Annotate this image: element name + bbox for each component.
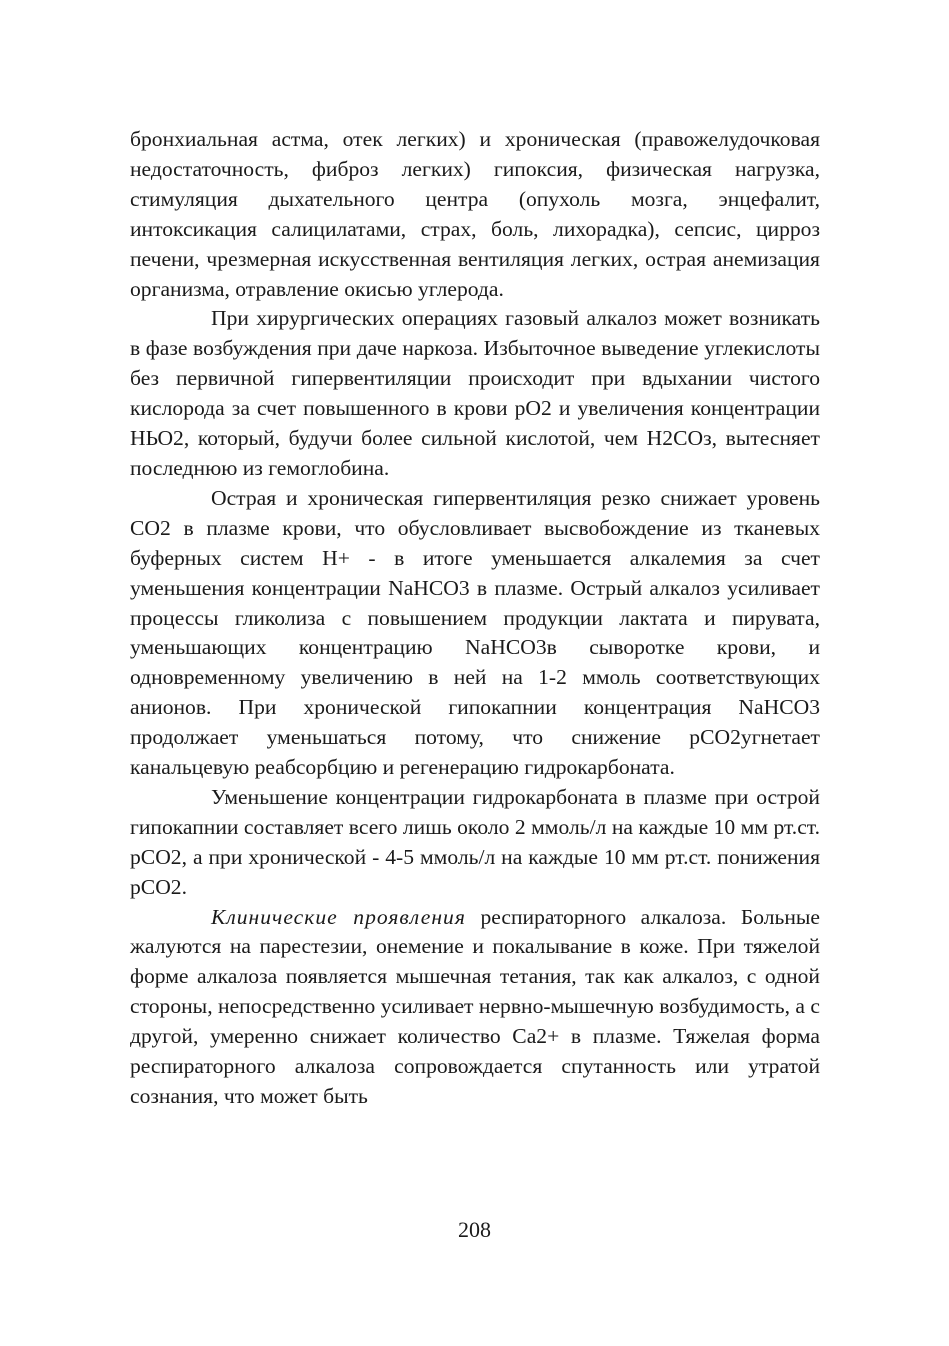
page-body: [130, 125, 820, 1112]
page-number: 208: [458, 1217, 491, 1242]
paragraph-bicarbonate-decrease: Уменьшение концентрации гидрокарбоната в плазме при острой гипокапнии составляет всего лишь около 2 ммоль/л на каждые 10 мм рт.ст. рСО2, а при хронической - 4-5 ммоль/л на каждые 10 мм рт.ст. понижения рСО2.: [130, 784, 820, 899]
clinical-term: Клинические проявления: [211, 904, 466, 929]
paragraph-surgical-alkalosis: При хирургических операциях газовый алкалоз может возникать в фазе возбуждения при даче наркоза. Избыточное выведение углекислоты без первичной гипервентиляции происходит при вдыхании чистого кислорода за счет повышенного в крови рО2 и увеличения концентрации НЬО2, который, будучи более сильной кислотой, чем Н2СОз, вытесняет последнюю из гемоглобина.: [130, 306, 820, 480]
paragraph-causes: бронхиальная астма, отек легких) и хроническая (правожелудочковая недостаточность, фиброз легких) гипоксия, физическая нагрузка, стимуляция дыхательного центра (опухоль мозга, энцефалит, интоксикация салицилатами, страх, боль, лихорадка), сепсис, цирроз печени, чрезмерная искусственная вентиляция легких, острая анемизация организма, отравление окисью углерода.: [130, 127, 820, 301]
paragraph-hyperventilation: Острая и хроническая гипервентиляция резко снижает уровень СО2 в плазме крови, что обусловливает высвобождение из тканевых буферных систем Н+ - в итоге уменьшается алкалемия за счет уменьшения концентрации NaHCO3 в плазме. Острый алкалоз усиливает процессы гликолиза с повышением продукции лактата и пирувата, уменьшающих концентрацию NaHCO3в сыворотке крови, и одновременному увеличению в ней на 1-2 ммоль соответствующих анионов. При хронической гипокапнии концентрация NaHCO3 продолжает уменьшаться потому, что снижение рСО2угнетает канальцевую реабсорбцию и регенерацию гидрокарбоната.: [130, 485, 820, 780]
paragraph-clinical-manifestations: [130, 903, 820, 1112]
clinical-text: респираторного алкалоза. Больные жалуются на парестезии, онемение и покалывание в коже. При тяжелой форме алкалоза появляется мышечная тетания, так как алкалоз, с одной стороны, непосредственно усиливает нервно-мышечную возбудимость, а с другой, умеренно снижает количество Са2+ в плазме. Тяжелая форма респираторного алкалоза сопровождается спутанность или утратой сознания, что может быть: [130, 904, 821, 1108]
